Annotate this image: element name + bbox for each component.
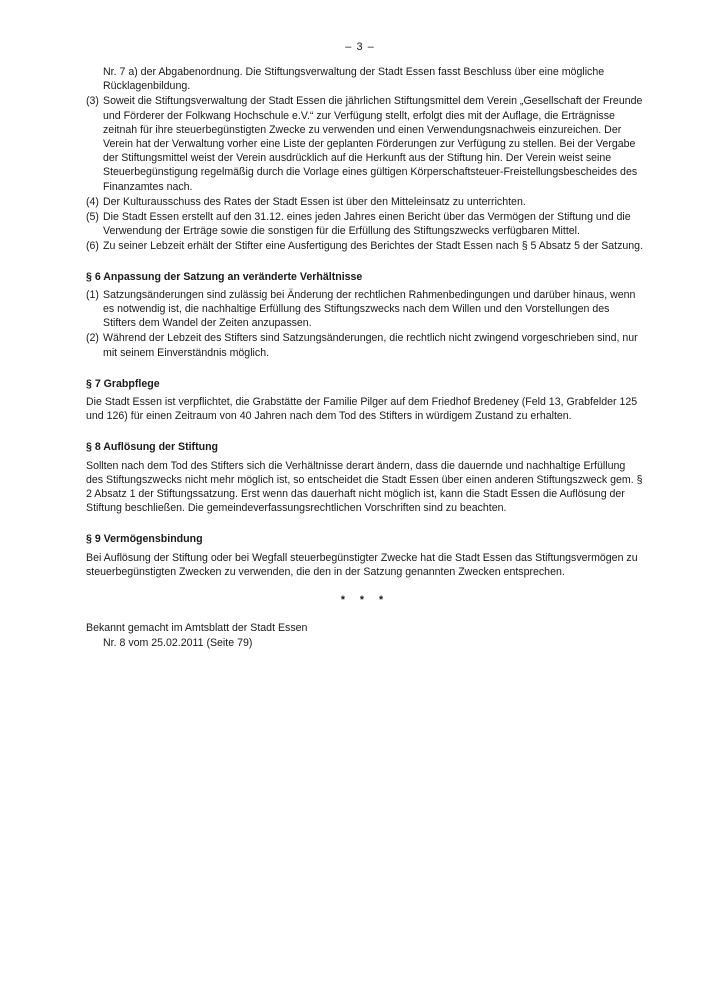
section9-text: Bei Auflösung der Stiftung oder bei Wegfall steuerbegünstigter Zwecke hat die Stadt Essen das Stiftungsvermögen zu steuerbegünstigten Zwecken zu verwenden, die den in der Satzung genannten Zwecken entsprechen. <box>86 551 638 578</box>
item-text: Der Kulturausschuss des Rates der Stadt Essen ist über den Mitteleinsatz zu unterrichten. <box>103 195 526 208</box>
list-item <box>86 331 644 359</box>
publication-line1: Bekannt gemacht im Amtsblatt der Stadt Essen <box>86 622 308 635</box>
list-item <box>86 288 644 331</box>
item-number: (5) <box>86 211 99 224</box>
section6-items <box>86 288 644 360</box>
list-item <box>86 195 644 209</box>
document-body <box>86 65 644 650</box>
item-text: Zu seiner Lebzeit erhält der Stifter eine Ausfertigung des Berichtes der Stadt Essen nach § 5 Absatz 5 der Satzung. <box>103 240 644 253</box>
item-number: (4) <box>86 195 99 208</box>
item-number: (2) <box>86 332 99 345</box>
item-text: Die Stadt Essen erstellt auf den 31.12. eines jeden Jahres einen Bericht über das Vermögen der Stiftung und die Verwendung der Erträge sowie die sonstigen für die Erfüllung des Stiftungszwecks verfügbaren Mittel. <box>103 211 631 238</box>
item-number: (6) <box>86 240 99 253</box>
page-number: – 3 – <box>345 41 375 53</box>
item-text: Während der Lebzeit des Stifters sind Satzungsänderungen, die rechtlich nicht zwingend vorgeschrieben sind, nur mit seinem Einverständnis möglich. <box>103 332 638 359</box>
section9-heading: § 9 Vermögensbindung <box>86 533 203 546</box>
list-item <box>86 239 644 253</box>
section5-items <box>86 94 644 253</box>
list-item <box>86 210 644 238</box>
publication-line2: Nr. 8 vom 25.02.2011 (Seite 79) <box>103 636 253 649</box>
item-number: (3) <box>86 95 99 108</box>
list-item <box>86 94 644 193</box>
section7-text: Die Stadt Essen ist verpflichtet, die Grabstätte der Familie Pilger auf dem Friedhof Bredeney (Feld 13, Grabfelder 125 und 126) für einen Zeitraum von 40 Jahren nach dem Tod des Stifters in würdigem Zustand zu erhalten. <box>86 396 638 423</box>
section6-heading: § 6 Anpassung der Satzung an veränderte Verhältnisse <box>86 270 363 283</box>
item-text: Soweit die Stiftungsverwaltung der Stadt Essen die jährlichen Stiftungsmittel dem Verein „Gesellschaft der Freunde und Förderer der Folkwang Hochschule e.V.“ zur Verfügung stellt, erfolgt dies mit der Auflage, die Erträgnisse zeitnah für ihre steuerbegünstigten Zwecke zu verwenden und einen Verwendungsnachweis einzureichen. Der Verein hat der Verwaltung vorher eine Liste der geplanten Förderungen zur Verfügung zu stellen. Bei der Vergabe der Stiftungsmittel weist der Verein ausdrücklich auf die Herkunft aus der Stiftung hin. Der Verein weist seine Steuerbegünstigung regelmäßig durch die Vorlage eines gültigen Körperschaftsteuer-Freistellungsbescheides des Finanzamtes nach. <box>103 95 643 193</box>
publication-note <box>86 621 644 649</box>
item-text: Satzungsänderungen sind zulässig bei Änderung der rechtlichen Rahmenbedingungen und darüber hinaus, wenn es notwendig ist, die nachhaltige Erfüllung des Stiftungszwecks nach dem Willen und den Vorstellungen des Stifters dem Wandel der Zeiten anzupassen. <box>103 288 636 330</box>
section7-heading: § 7 Grabpflege <box>86 377 160 390</box>
section8-text: Sollten nach dem Tod des Stifters sich die Verhältnisse derart ändern, dass die dauernde und nachhaltige Erfüllung des Stiftungszwecks nicht mehr möglich ist, so entscheidet die Stadt Essen über einen anderen Stiftungszweck gem. § 2 Absatz 1 der Stiftungssatzung. Erst wenn das dauerhaft nicht möglich ist, kann die Stadt Essen die Auflösung der Stiftung beschließen. Die gemeindeverfassungsrechtlichen Vorschriften sind zu beachten. <box>86 459 643 515</box>
section-separator: * * * <box>340 594 390 607</box>
item-number: (1) <box>86 288 99 301</box>
section8-heading: § 8 Auflösung der Stiftung <box>86 441 219 454</box>
intro-continuation: Nr. 7 a) der Abgabenordnung. Die Stiftungsverwaltung der Stadt Essen fasst Beschluss über eine mögliche Rücklagenbildung. <box>103 66 605 93</box>
